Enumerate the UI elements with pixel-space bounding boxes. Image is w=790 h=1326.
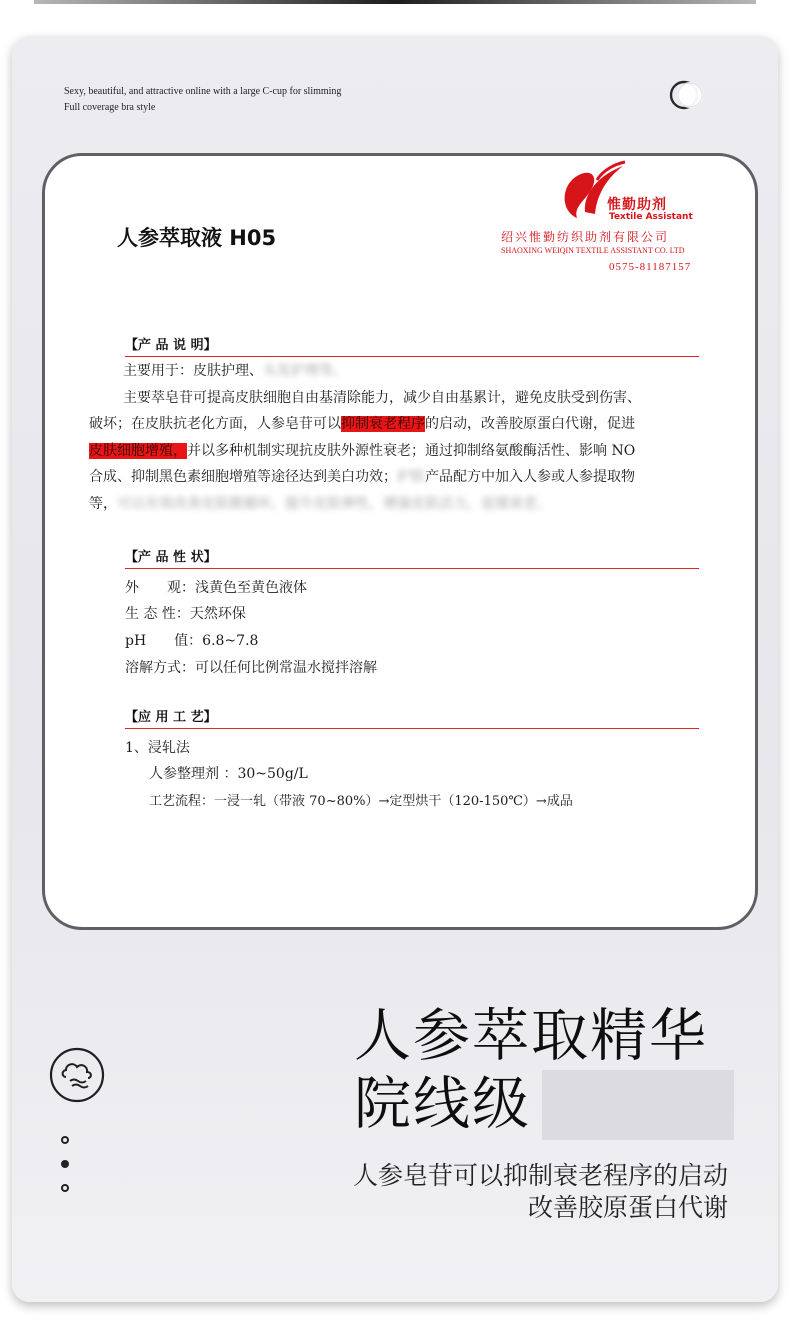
top-divider	[34, 0, 756, 4]
hero-title-line-1: 人参萃取精华	[354, 1003, 708, 1069]
dosage-row	[149, 763, 308, 783]
ph-row	[125, 630, 258, 650]
desc-line-5	[89, 491, 641, 518]
desc-line-1: 主要萃皂苷可提高皮肤细胞自由基清除能力，减少自由基累计，避免皮肤受到伤害、	[123, 389, 641, 406]
flow-label: 工艺流程：	[149, 794, 215, 809]
usage-blurred: 头发护理等。	[263, 363, 347, 379]
toggle-icon[interactable]	[666, 80, 710, 110]
hero-title-line-2: 院线级	[354, 1071, 531, 1137]
desc-line-5-a: 等，	[89, 495, 117, 512]
company-phone: 0575-81187157	[609, 261, 692, 273]
dot-icon	[61, 1184, 69, 1192]
appearance-value: 浅黄色至黄色液体	[195, 580, 307, 596]
appearance-label: 外 观：	[125, 580, 195, 596]
logo-name: 惟勤助剂	[607, 197, 667, 213]
document-title: 人参萃取液 H05	[117, 226, 277, 250]
desc-line-2	[89, 411, 641, 438]
hero-subtitle-2: 改善胶原蛋白代谢	[527, 1193, 728, 1222]
appearance-row	[125, 577, 307, 597]
desc-line-2-a: 破坏；在皮肤抗老化方面，人参皂苷可以	[89, 416, 341, 432]
ph-value: 6.8~7.8	[202, 633, 259, 649]
logo-english: Textile Assistant	[609, 212, 693, 222]
dot-icon	[61, 1136, 69, 1144]
usage-text: 主要用于：皮肤护理、	[123, 363, 263, 379]
eco-label: 生 态 性：	[125, 606, 190, 622]
flow-row	[149, 790, 573, 809]
dosage-label: 人参整理剂 ：	[149, 766, 238, 782]
desc-line-4-blur: 护肤	[397, 469, 425, 485]
flow-value: 一浸一轧（带液 70~80%）→定型烘干（120-150℃）→成品	[214, 794, 573, 809]
desc-line-4-a: 合成、抑制黑色素细胞增殖等途径达到美白功效；	[89, 469, 397, 485]
company-name-cn: 绍兴惟勤纺织助剂有限公司	[501, 230, 670, 244]
desc-line-2-b: 的启动，改善胶原蛋白代谢，促进	[425, 416, 635, 432]
ph-label: pH 值：	[125, 633, 203, 649]
description-heading: 【产 品 说 明】	[125, 334, 699, 357]
document-card	[42, 153, 758, 930]
cloud-wave-icon	[48, 1046, 106, 1104]
process-heading: 【应 用 工 艺】	[125, 706, 699, 729]
eco-value: 天然环保	[189, 606, 246, 622]
dot-icon	[61, 1160, 69, 1168]
desc-line-5-blur: 可以有效改善皮肤微循环，提升皮肤弹性，增强皮肤活力，延缓衰老。	[117, 495, 551, 512]
dissolve-value: 可以任何比例常温水搅拌溶解	[195, 660, 377, 676]
description-body	[89, 358, 641, 517]
header-caption	[64, 84, 341, 116]
dosage-value: 30~50g/L	[237, 766, 308, 782]
desc-line-3-b: 并以多种机制实现抗皮肤外源性衰老；通过抑制络氨酸酶活性、影响 NO	[187, 442, 636, 459]
company-name-en: SHAOXING WEIQIN TEXTILE ASSISTANT CO. LTD	[501, 246, 685, 255]
dissolve-row	[125, 657, 377, 677]
header-line-2: Full coverage bra style	[64, 102, 156, 113]
highlight-cell-proliferation: 皮肤细胞增殖，	[89, 442, 187, 459]
highlight-inhibit-aging: 抑制衰老程序	[341, 416, 425, 432]
eco-row	[125, 603, 246, 623]
desc-line-3	[89, 438, 641, 465]
hero-subtitle-1: 人参皂苷可以抑制衰老程序的启动	[352, 1161, 728, 1190]
header-line-1: Sexy, beautiful, and attractive online with a large C-cup for slimming	[64, 86, 342, 97]
process-method: 1、浸轧法	[125, 740, 190, 756]
dissolve-label: 溶解方式：	[125, 660, 195, 676]
desc-line-4	[89, 464, 641, 491]
company-logo	[497, 160, 713, 276]
desc-line-4-b: 产品配方中加入人参或人参提取物	[425, 469, 635, 485]
title-shade-block	[542, 1070, 734, 1140]
properties-heading: 【产 品 性 状】	[125, 546, 699, 569]
